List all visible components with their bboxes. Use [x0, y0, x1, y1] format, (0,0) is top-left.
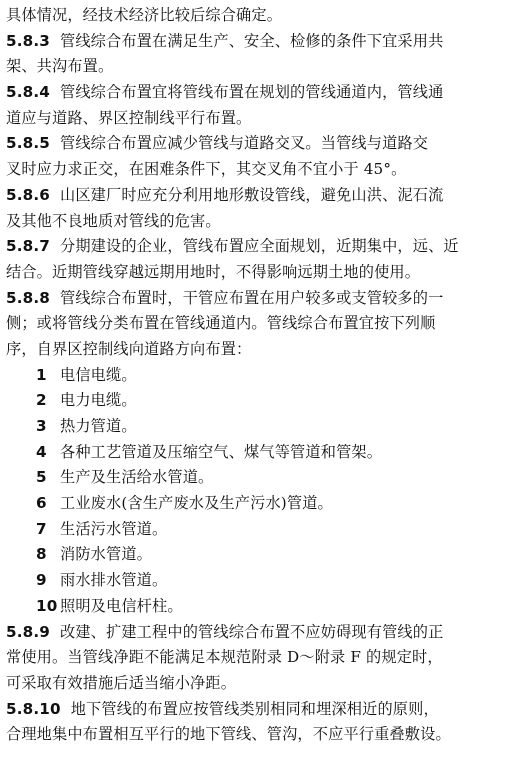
list-item: [6, 388, 496, 414]
list-item: [6, 491, 496, 517]
clause-number: 5.8.5: [6, 134, 50, 153]
list-item-number: 10: [36, 596, 58, 615]
intro-line: 具体情况，经技术经济比较后综合确定。: [6, 6, 283, 24]
clause-text: 序，自界区控制线向道路方向布置：: [6, 339, 252, 358]
list-item-text: 工业废水(含生产废水及生产污水)管道。: [60, 494, 333, 513]
clause-text: 架、共沟布置。: [6, 57, 114, 76]
clause-5-8-7: [6, 234, 496, 285]
list-item-number: 6: [36, 494, 47, 513]
list-item: [6, 363, 496, 389]
clause-text: 管线综合布置应减少管线与道路交叉。当管线与道路交: [60, 134, 429, 153]
clause-text: 管线综合布置宜将管线布置在规划的管线通道内，管线通: [60, 83, 444, 102]
list-item-text: 电力电缆。: [60, 391, 137, 410]
clause-text: 合理地集中布置相互平行的地下管线、管沟，不应平行重叠敷设。: [6, 725, 451, 744]
clause-5-8-8: [6, 286, 496, 363]
list-item-text: 生活污水管道。: [60, 519, 168, 538]
list-item-text: 热力管道。: [60, 417, 137, 435]
clause-text: 叉时应力求正交，在困难条件下，其交叉角不宜小于 45°。: [6, 160, 407, 179]
list-item: [6, 594, 496, 620]
list-item-number: 5: [36, 468, 47, 487]
clause-number: 5.8.4: [6, 83, 50, 102]
list-item-number: 3: [36, 417, 47, 435]
clause-number: 5.8.3: [6, 31, 50, 50]
clause-text: 管线综合布置时，干管应布置在用户较多或支管较多的一: [60, 288, 444, 307]
list-item: [6, 440, 496, 466]
list-item-number: 9: [36, 571, 47, 590]
clause-text: 改建、扩建工程中的管线综合布置不应妨碍现有管线的正: [60, 622, 444, 641]
list-item-text: 电信电缆。: [60, 365, 137, 384]
clause-text: 分期建设的企业，管线布置应全面规划，近期集中，远、近: [60, 237, 459, 256]
list-item: [6, 414, 496, 440]
list-item-text: 消防水管道。: [60, 545, 153, 564]
clause-5-8-10: [6, 697, 496, 748]
list-item-text: 照明及电信杆柱。: [60, 596, 183, 615]
clause-number: 5.8.9: [6, 622, 50, 641]
clause-text: 地下管线的布置应按管线类别相同和埋深相近的原则，: [70, 699, 439, 718]
clause-number: 5.8.10: [6, 699, 61, 718]
clause-number: 5.8.8: [6, 288, 50, 307]
clause-text: 及其他不良地质对管线的危害。: [6, 211, 221, 230]
list-item-text: 生产及生活给水管道。: [60, 468, 214, 487]
clause-number: 5.8.6: [6, 185, 50, 204]
clause-text: 山区建厂时应充分利用地形敷设管线，避免山洪、泥石流: [60, 185, 444, 204]
clause-text: 侧；或将管线分类布置在管线通道内。管线综合布置宜按下列顺: [6, 314, 436, 333]
list-item-number: 8: [36, 545, 47, 564]
clause-5-8-5: [6, 131, 496, 182]
list-item-text: 雨水排水管道。: [60, 571, 168, 590]
clause-5-8-6: [6, 183, 496, 234]
list-item-number: 7: [36, 519, 47, 538]
clause-text: 管线综合布置在满足生产、安全、检修的条件下宜采用共: [60, 31, 444, 50]
list-item: [6, 517, 496, 543]
list-item-number: 4: [36, 442, 47, 461]
clause-text: 常使用。当管线净距不能满足本规范附录 D～附录 F 的规定时，: [6, 648, 443, 667]
list-item: [6, 465, 496, 491]
list-item-text: 各种工艺管道及压缩空气、煤气等管道和管架。: [60, 442, 383, 461]
list-item: [6, 542, 496, 568]
clause-5-8-4: [6, 80, 496, 131]
clause-5-8-3: [6, 29, 496, 80]
list-item-number: 1: [36, 365, 47, 384]
clause-text: 道应与道路、界区控制线平行布置。: [6, 108, 252, 127]
clause-text: 可采取有效措施后适当缩小净距。: [6, 673, 237, 692]
clause-5-8-9: [6, 620, 496, 697]
clause-number: 5.8.7: [6, 237, 50, 256]
list-item-number: 2: [36, 391, 47, 410]
list-item: [6, 568, 496, 594]
ordered-list: [6, 363, 496, 620]
clause-text: 结合。近期管线穿越远期用地时，不得影响远期土地的使用。: [6, 262, 421, 281]
